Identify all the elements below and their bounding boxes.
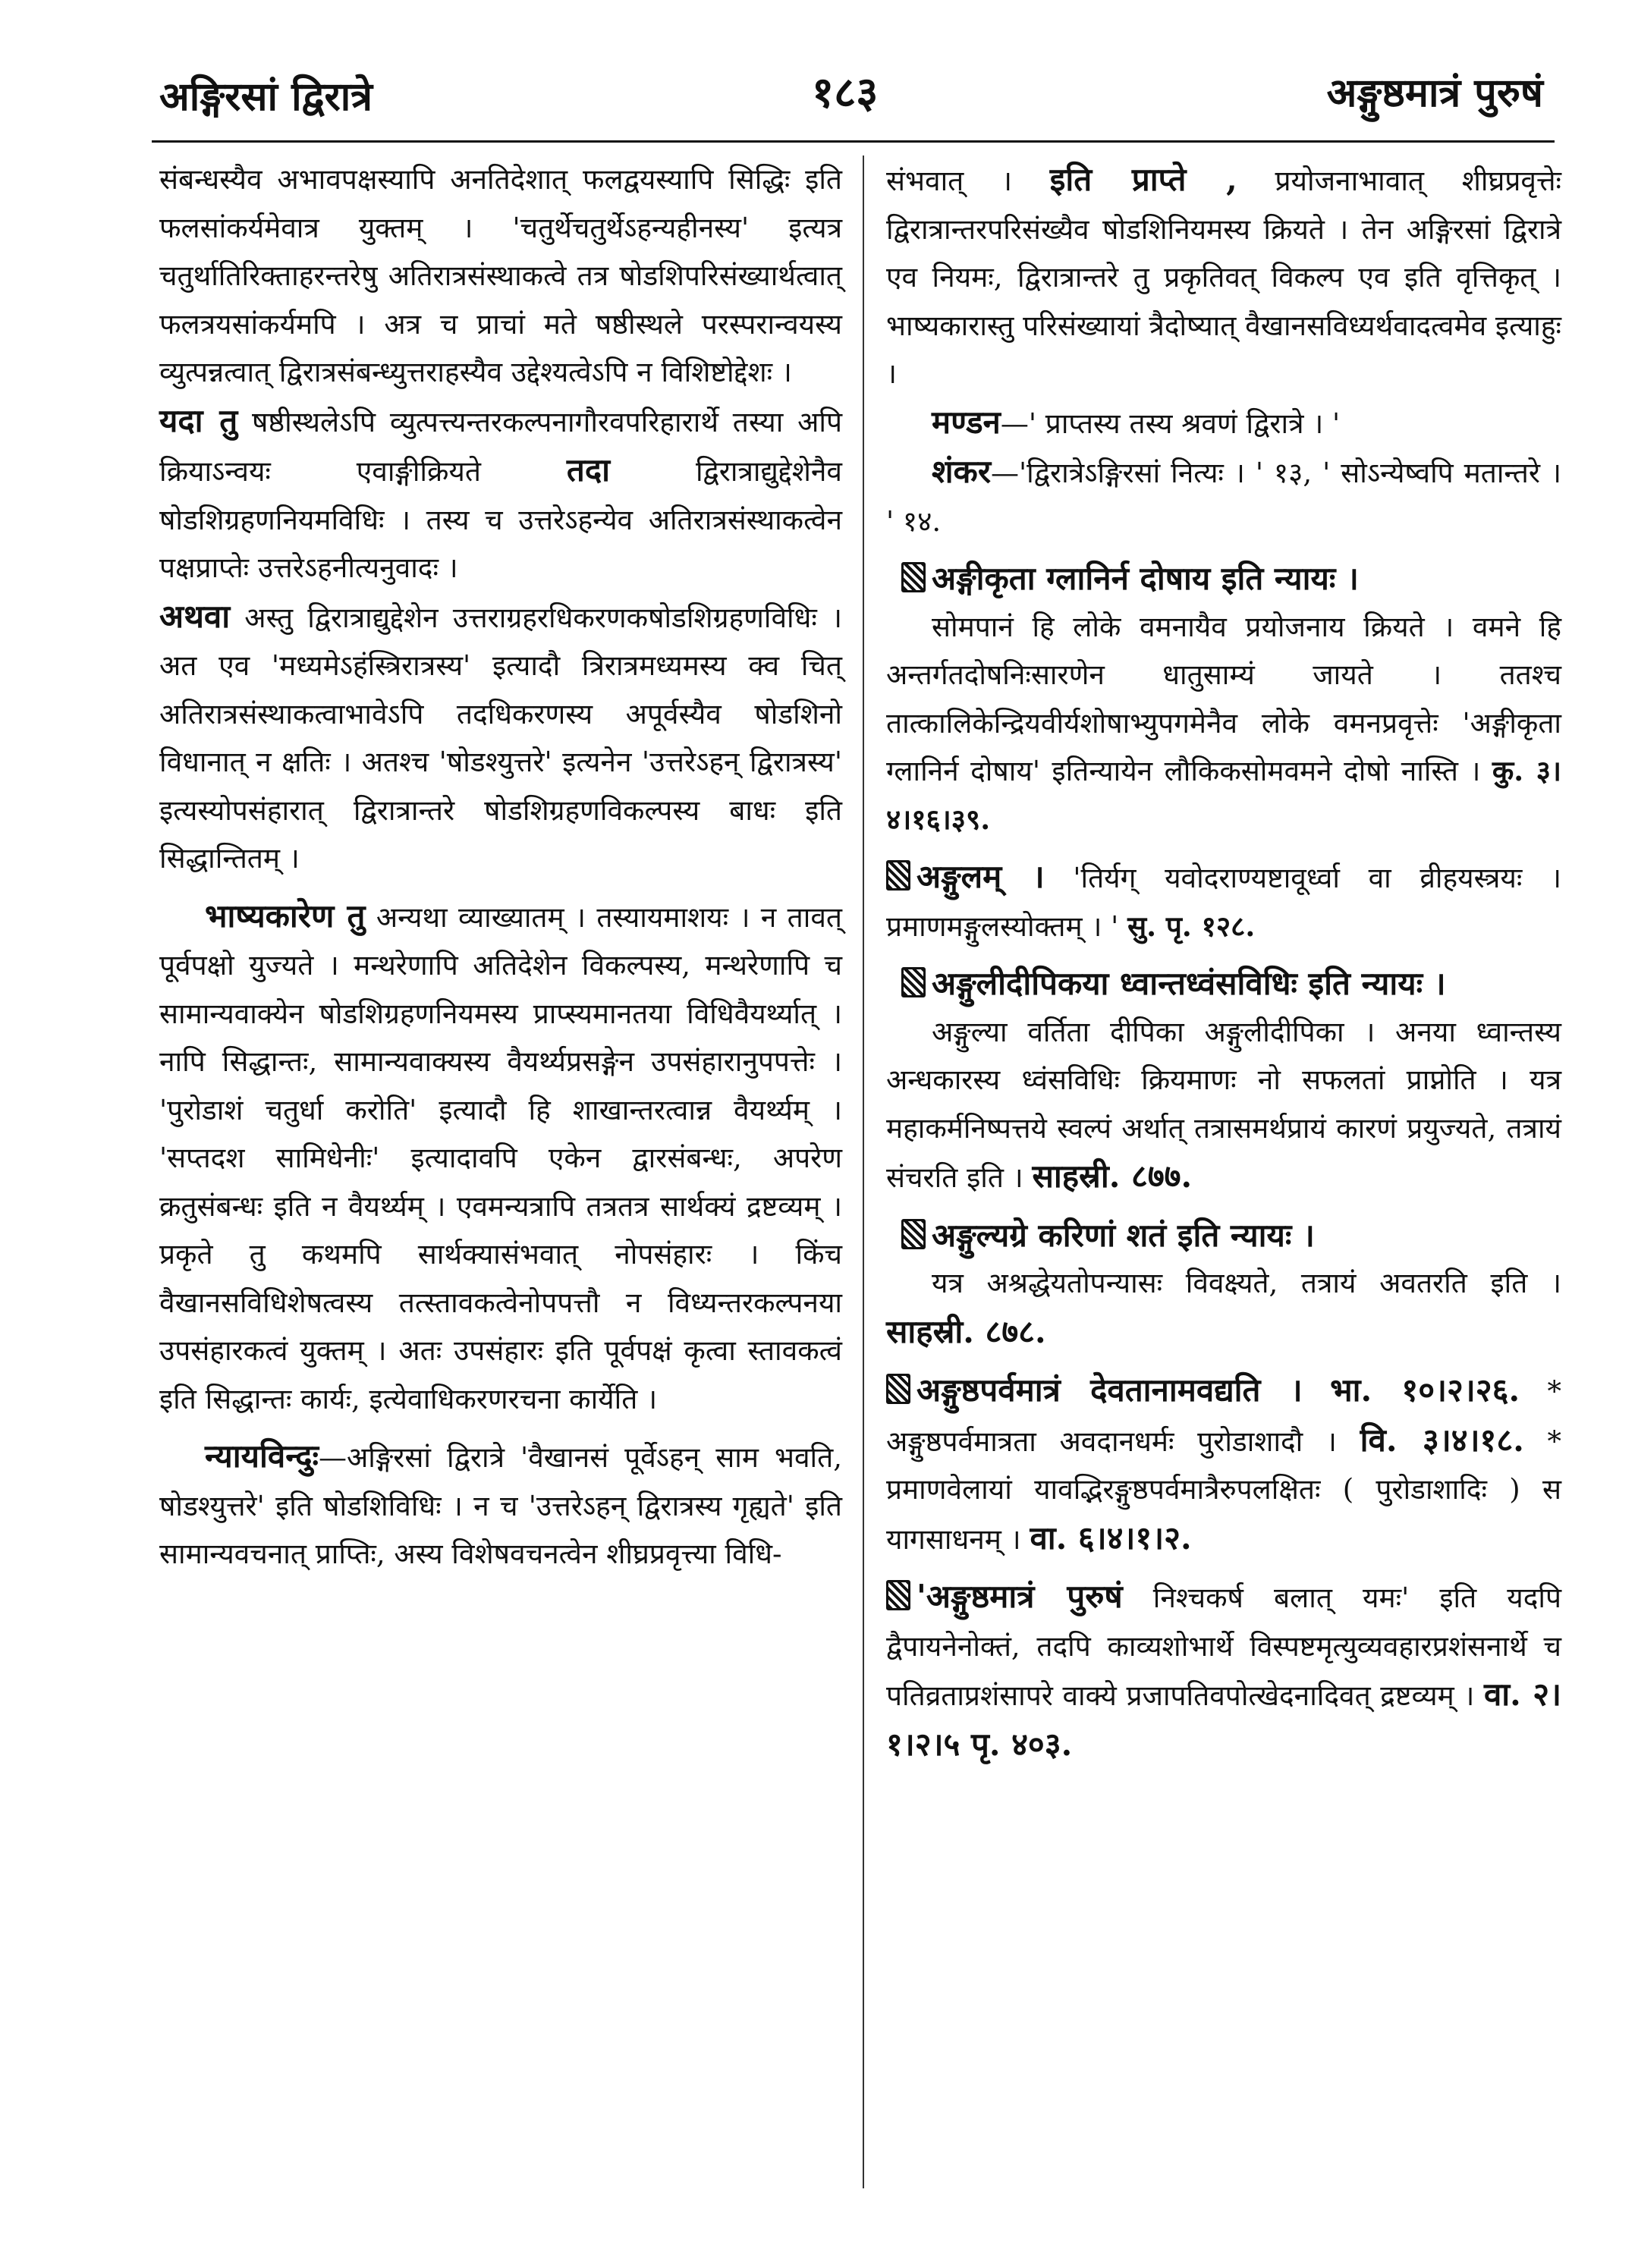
paragraph: अङ्गुल्या वर्तिता दीपिका अङ्गुलीदीपिका । अनया ध्वान्तस्य अन्धकारस्य ध्वंसविधिः क्रियमाणः नो सफलतां प्राप्नोति । यत्र महाकर्मनिष्पत्तये स्वल्पं अर्थात् तत्रासमर्थप्रायं कारणं प्रयुज्यते, तत्रायं संचरति इति । साहस्री. ८७७. <box>886 1015 1561 1195</box>
hourglass-icon <box>886 1580 910 1610</box>
paragraph: न्यायविन्दुः—अङ्गिरसां द्विरात्रे 'वैखानसं पूर्वेऽहन् साम भवति, षोडश्युत्तरे' इति षोडशिविधिः । न च 'उत्तरेऽहन् द्विरात्रस्य गृह्यते' इति सामान्यवचनात् प्राप्तिः, अस्य विशेषवचनत्वेन शीघ्रप्रवृत्त्या विधि- <box>159 1437 842 1570</box>
hourglass-icon <box>886 860 910 891</box>
reference: साहस्री. ८७७. <box>1032 1158 1193 1195</box>
term: न्यायविन्दुः <box>205 1437 319 1475</box>
paragraph: संबन्धस्यैव अभावपक्षस्यापि अनतिदेशात् फलद्वयस्यापि सिद्धिः इति फलसांकर्यमेवात्र युक्तम् । 'चतुर्थेचतुर्थेऽहन्यहीनस्य' इत्यत्र चतुर्थातिरिक्ताहरन्तरेषु अतिरात्रसंस्थाकत्वे तत्र षोडशिपरिसंख्यार्थत्वात् फलत्रयसांकर्यमपि । अत्र च प्राचां मते षष्ठीस्थले परस्परान्वयस्य व्युत्पन्नत्वात् द्विरात्रसंबन्ध्युत्तराहस्यैव उद्देश्यत्वेऽपि न विशिष्टोद्देशः । <box>159 163 842 388</box>
reference: भा. १०।२।२६. <box>1330 1371 1520 1409</box>
reference: वा. २।१।२।५ पृ. ४०३. <box>886 1676 1561 1763</box>
maxim-heading: अङ्गुल्यग्रे करिणां शतं इति न्यायः । <box>886 1211 1561 1260</box>
paragraph: अङ्गुष्ठपर्वमात्रं देवतानामवद्यति । भा. १०।२।२६. * अङ्गुष्ठपर्वमात्रता अवदानधर्मः पुरोडाशादौ । वि. ३।४।१८. * प्रमाणवेलायां यावद्भिरङ्गुष्ठपर्वमात्रैरुपलक्षितः ( पुरोडाशादिः ) स यागसाधनम् । वा. ६।४।१।२. <box>886 1371 1561 1557</box>
hourglass-icon <box>886 1374 910 1404</box>
running-head-left: अङ्गिरसां द्विरात्रे <box>159 74 373 120</box>
paragraph: संभवात् । इति प्राप्ते , प्रयोजनाभावात् शीघ्रप्रवृत्तेः द्विरात्रान्तरपरिसंख्यैव षोडशिनियमस्य क्रियते । तेन अङ्गिरसां द्विरात्रे एव नियमः, द्विरात्रान्तरे तु प्रकृतिवत् विकल्प एव इति वृत्तिकृत् । भाष्यकारास्तु परिसंख्यायां त्रैदोष्यात् वैखानसविध्यर्थवादत्वमेव इत्याहुः । <box>886 161 1562 390</box>
paragraph: सोमपानं हि लोके वमनायैव प्रयोजनाय क्रियते । वमने हि अन्तर्गतदोषनिःसारणेन धातुसाम्यं जायते । ततश्च तात्कालिकेन्द्रियवीर्यशोषाभ्युपगमेनैव लोके वमनप्रवृत्तेः 'अङ्गीकृता ग्लानिर्न दोषाय' इतिन्यायेन लौकिकसोमवमने दोषो नास्ति । कु. ३।४।१६।३९. <box>886 610 1561 836</box>
maxim-heading: अङ्गुलीदीपिकया ध्वान्तध्वंसविधिः इति न्यायः । <box>886 960 1561 1008</box>
paragraph: अथवा अस्तु द्विरात्राद्युद्देशेन उत्तराग्रहरधिकरणकषोडशिग्रहणविधिः । अत एव 'मध्यमेऽहंस्त्रिरात्रस्य' इत्यादौ त्रिरात्रमध्यमस्य क्व चित् अतिरात्रसंस्थाकत्वाभावेऽपि तदधिकरणस्य अपूर्वस्यैव षोडशिनो विधानात् न क्षतिः । अतश्च 'षोडश्युत्तरे' इत्यनेन 'उत्तरेऽहन् द्विरात्रस्य' इत्यस्योपसंहारात् द्विरात्रान्तरे षोडशिग्रहणविकल्पस्य बाधः इति सिद्धान्तितम् । <box>159 597 842 875</box>
term: तदा <box>566 451 611 488</box>
paragraph: भाष्यकारेण तु अन्यथा व्याख्यातम् । तस्यायमाशयः । न तावत् पूर्वपक्षो युज्यते । मन्थरेणापि अतिदेशेन विकल्पस्य, मन्थरेणापि च सामान्यवाक्येन षोडशिग्रहणनियमस्य प्राप्स्यमानतया विधिवैयर्थ्यात् । नापि सिद्धान्तः, सामान्यवाक्यस्य वैयर्थ्यप्रसङ्गेन उपसंहारानुपपत्तेः । 'पुरोडाशं चतुर्धा करोति' इत्यादौ हि शाखान्तरत्वान्न वैयर्थ्यम् । 'सप्तदश सामिधेनीः' इत्यादावपि एकेन द्वारसंबन्धः, अपरेण क्रतुसंबन्धः इति न वैयर्थ्यम् । एवमन्यत्रापि तत्रतत्र सार्थक्यं द्रष्टव्यम् । प्रकृते तु कथमपि सार्थक्यासंभवात् नोपसंहारः । किंच वैखानसविधिशेषत्वस्य तत्स्तावकत्वेनोपपत्तौ न विध्यन्तरकल्पनया उपसंहारकत्वं युक्तम् । अतः उपसंहारः इति पूर्वपक्षं कृत्वा स्तावकत्वं इति सिद्धान्तः कार्यः, इत्येवाधिकरणरचना कार्येति । <box>159 897 843 1415</box>
column-divider <box>863 155 864 2188</box>
running-head-right: अङ्गुष्ठमात्रं पुरुषं <box>1326 70 1543 116</box>
term: भाष्यकारेण तु <box>205 897 366 935</box>
paragraph: 'अङ्गुष्ठमात्रं पुरुषं निश्चकर्ष बलात् यमः' इति यदपि द्वैपायनेनोक्तं, तदपि काव्यशोभार्थे विस्पष्टमृत्युव्यवहारप्रशंसनार्थे च पतिव्रताप्रशंसापरे वाक्ये प्रजापतिवपोत्खेदनादिवत् द्रष्टव्यम् । वा. २।१।२।५ पृ. ४०३. <box>886 1578 1561 1763</box>
term: मण्डन <box>932 403 1001 441</box>
page-number: १८३ <box>812 68 879 118</box>
maxim-heading: अङ्गीकृता ग्लानिर्न दोषाय इति न्यायः । <box>886 554 1561 603</box>
reference: कु. ३।४।१६।३९. <box>886 754 1561 836</box>
paragraph: शंकर—'द्विरात्रेऽङ्गिरसां नित्यः । ' १३, ' सोऽन्येष्वपि मतान्तरे । ' १४. <box>886 453 1561 538</box>
reference: वि. ३।४।१८. <box>1360 1421 1524 1459</box>
reference: वा. ६।४।१।२. <box>1030 1519 1192 1557</box>
hourglass-icon <box>901 967 926 997</box>
right-column <box>886 155 1561 1770</box>
hourglass-icon <box>901 562 926 592</box>
reference: साहस्री. ८७८. <box>886 1312 1046 1350</box>
term: शंकर <box>932 453 991 490</box>
paragraph: अङ्गुलम् । 'तिर्यग् यवोदराण्यष्टावूर्ध्वा वा व्रीहयस्त्रयः । प्रमाणमङ्गुलस्योक्तम् । ' सु. पृ. १२८. <box>886 858 1562 943</box>
paragraph: मण्डन—' प्राप्तस्य तस्य श्रवणं द्विरात्रे । ' <box>932 403 1341 441</box>
term: यदा तु <box>159 401 238 439</box>
left-column <box>159 155 842 1578</box>
reference: सु. पृ. १२८. <box>1127 909 1256 943</box>
paragraph: यत्र अश्रद्धेयतोपन्यासः विवक्ष्यते, तत्रायं अवतरति इति । साहस्री. ८७८. <box>886 1267 1561 1350</box>
header-rule <box>152 140 1555 143</box>
term: अथवा <box>159 597 231 635</box>
hourglass-icon <box>901 1219 926 1249</box>
page-header <box>144 46 1551 121</box>
paragraph: यदा तु षष्ठीस्थलेऽपि व्युत्पत्त्यन्तरकल्पनागौरवपरिहारार्थे तस्या अपि क्रियाऽन्वयः एवाङ्गीक्रियते तदा द्विरात्राद्युद्देशेनैव षोडशिग्रहणनियमविधिः । तस्य च उत्तरेऽहन्येव अतिरात्रसंस्थाकत्वेन पक्षप्राप्तेः उत्तरेऽहनीत्यनुवादः । <box>159 401 843 584</box>
